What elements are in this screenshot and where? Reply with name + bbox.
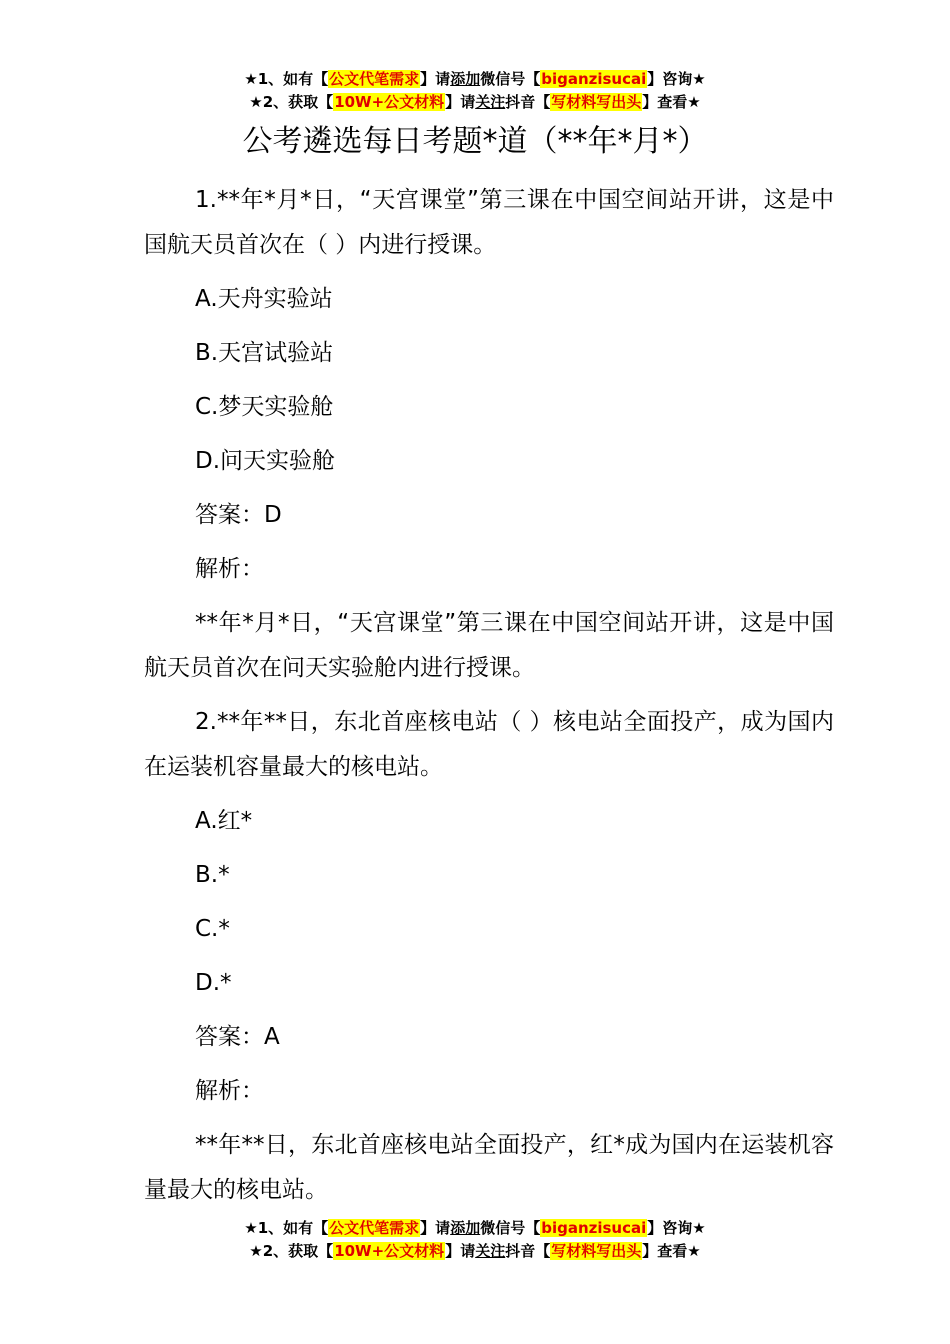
banner-underlined: 关注	[475, 1242, 506, 1260]
banner-text: 抖音【	[505, 1242, 551, 1260]
banner-text: ★1、如有【	[244, 70, 329, 88]
footer-banner	[0, 1217, 950, 1263]
option-c: C.梦天实验舱	[195, 394, 334, 420]
banner-highlight: 10W+公文材料	[334, 1242, 445, 1260]
banner-text: 微信号【	[480, 1219, 541, 1237]
banner-highlight: 10W+公文材料	[334, 93, 445, 111]
question-list	[144, 178, 834, 1222]
banner-line-1	[0, 68, 950, 91]
analysis-text: **年**日，东北首座核电站全面投产，红*成为国内在运装机容量最大的核电站。	[144, 1132, 834, 1203]
banner-line-1	[0, 1217, 950, 1240]
banner-text: ★2、获取【	[249, 93, 334, 111]
option-b: B.天宫试验站	[195, 340, 334, 366]
banner-underlined: 添加	[450, 1219, 481, 1237]
banner-text: 微信号【	[480, 70, 541, 88]
banner-wechat-id: biganzisucai	[541, 70, 647, 88]
header-banner	[0, 68, 950, 114]
analysis-label: 解析：	[195, 556, 264, 582]
analysis-text: **年*月*日，“天宫课堂”第三课在中国空间站开讲，这是中国航天员首次在问天实验舱内进行授课。	[144, 610, 834, 681]
option-d: D.问天实验舱	[195, 448, 336, 474]
banner-text: 抖音【	[505, 93, 551, 111]
banner-text: ★1、如有【	[244, 1219, 329, 1237]
option-a: A.红*	[195, 808, 253, 834]
banner-text: 】咨询★	[647, 70, 706, 88]
banner-line-2	[0, 91, 950, 114]
banner-text: 】查看★	[642, 93, 701, 111]
banner-text: 】请	[420, 1219, 451, 1237]
option-d: D.*	[195, 970, 232, 996]
question-stem: 2.**年**日，东北首座核电站（ ）核电站全面投产，成为国内在运装机容量最大的核电站。	[144, 709, 834, 780]
option-b: B.*	[195, 862, 230, 888]
banner-highlight: 公文代笔需求	[329, 1219, 420, 1237]
banner-wechat-id: biganzisucai	[541, 1219, 647, 1237]
banner-line-2	[0, 1240, 950, 1263]
banner-text: ★2、获取【	[249, 1242, 334, 1260]
banner-text: 】咨询★	[647, 1219, 706, 1237]
banner-text: 】请	[445, 93, 476, 111]
answer: 答案：D	[195, 502, 282, 528]
banner-douyin-id: 写材料写出头	[551, 93, 642, 111]
banner-text: 】请	[420, 70, 451, 88]
page-title: 公考遴选每日考题*道（**年*月*）	[242, 124, 708, 159]
banner-underlined: 添加	[450, 70, 481, 88]
question-stem: 1.**年*月*日，“天宫课堂”第三课在中国空间站开讲，这是中国航天员首次在（ ）内进行授课。	[144, 187, 834, 258]
option-a: A.天舟实验站	[195, 286, 333, 312]
banner-text: 】查看★	[642, 1242, 701, 1260]
banner-douyin-id: 写材料写出头	[551, 1242, 642, 1260]
banner-text: 】请	[445, 1242, 476, 1260]
analysis-label: 解析：	[195, 1078, 264, 1104]
banner-underlined: 关注	[475, 93, 506, 111]
answer: 答案：A	[195, 1024, 280, 1050]
option-c: C.*	[195, 916, 230, 942]
banner-highlight: 公文代笔需求	[329, 70, 420, 88]
